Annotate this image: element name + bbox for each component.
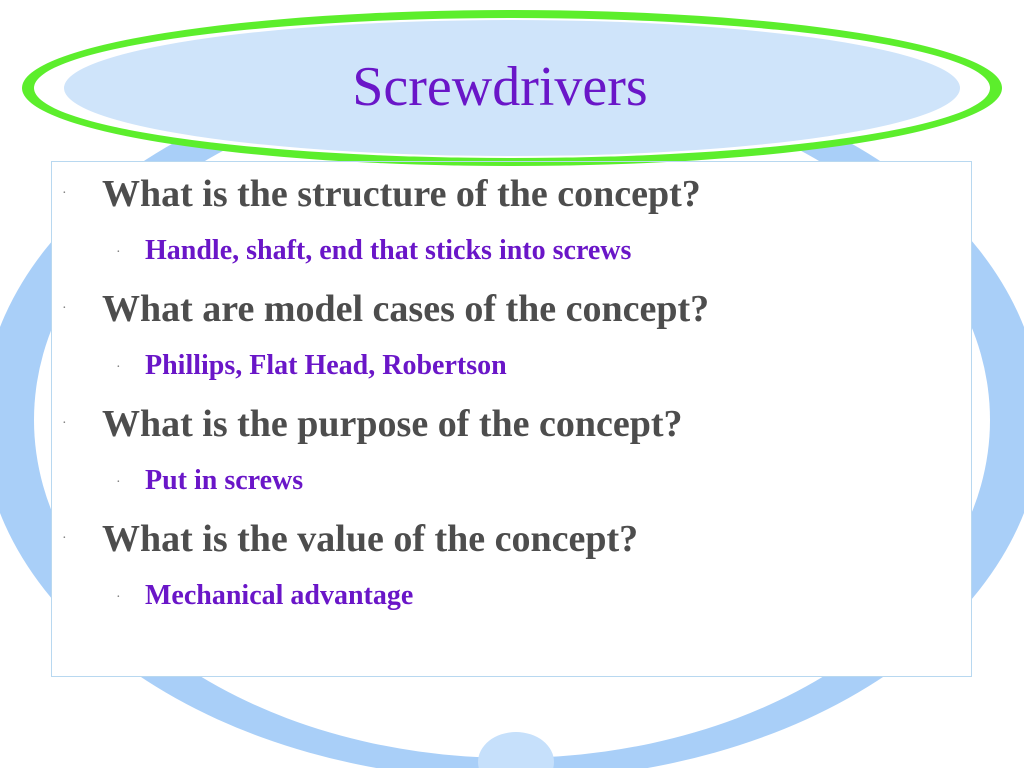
bullet-sub-4: Mechanical advantage — [145, 580, 414, 611]
bullet-sub-2: Phillips, Flat Head, Robertson — [145, 350, 507, 381]
sub-bullet-dot: · — [116, 475, 121, 490]
bullet-dot: · — [62, 531, 67, 546]
bullet-sub-3: Put in screws — [145, 465, 304, 496]
slide-title: Screwdrivers — [352, 56, 648, 118]
sub-bullet-dot: · — [116, 590, 121, 605]
bullet-main-2: What are model cases of the concept? — [102, 288, 710, 330]
bullet-main-4: What is the value of the concept? — [102, 518, 639, 560]
bullet-dot: · — [62, 186, 67, 201]
bullet-main-1: What is the structure of the concept? — [102, 173, 701, 215]
bullet-sub-1: Handle, shaft, end that sticks into screws — [145, 235, 632, 266]
sub-bullet-dot: · — [116, 360, 121, 375]
bullet-main-3: What is the purpose of the concept? — [102, 403, 683, 445]
bullet-dot: · — [62, 301, 67, 316]
bullet-dot: · — [62, 416, 67, 431]
sub-bullet-dot: · — [116, 245, 121, 260]
